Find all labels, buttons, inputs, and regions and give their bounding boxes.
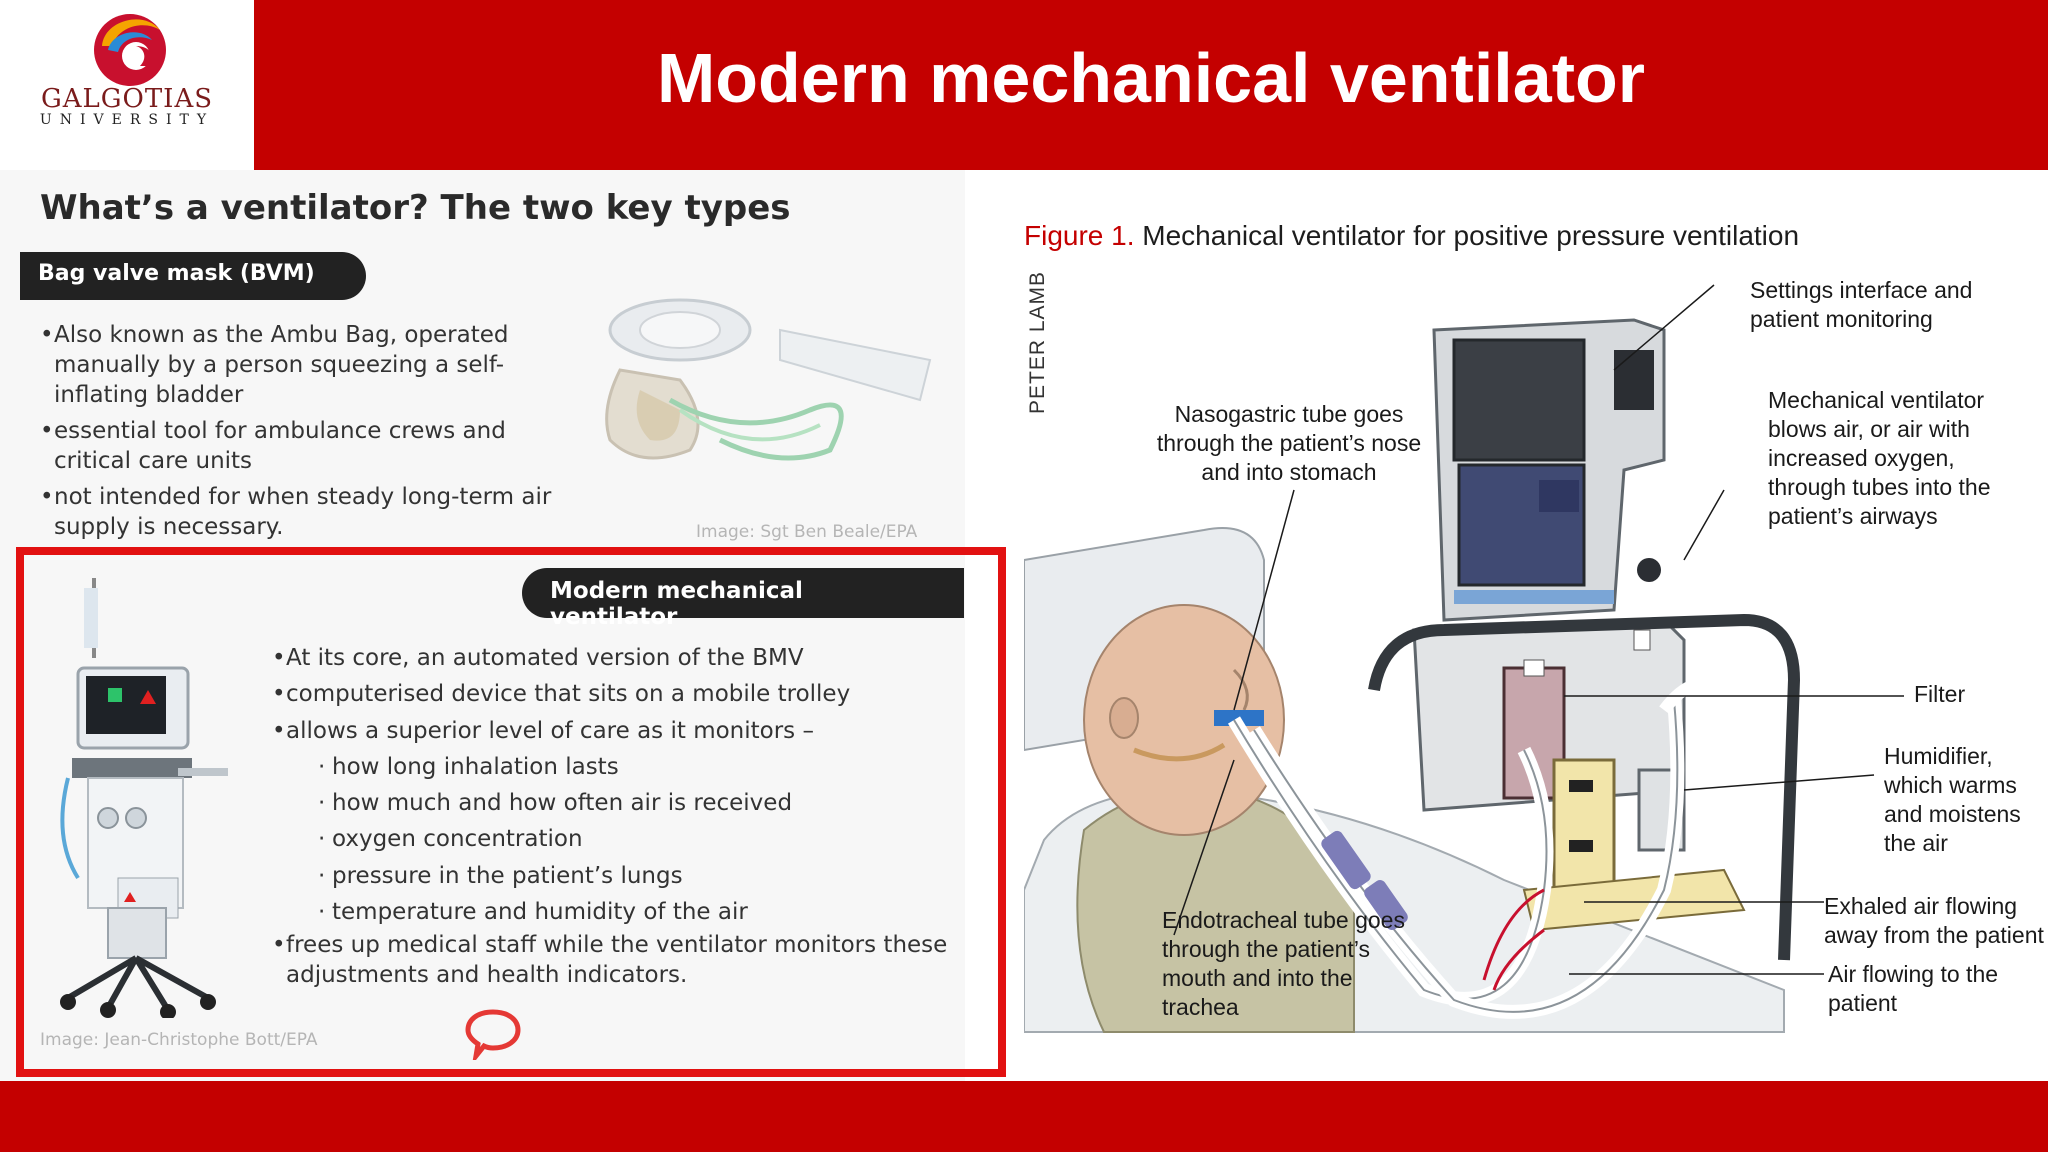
- illustrator-credit: PETER LAMB: [1026, 270, 1049, 414]
- mmv-label: Modern mechanical ventilator: [522, 568, 964, 618]
- title-bar: [254, 0, 2048, 170]
- page-title: Modern mechanical ventilator: [656, 39, 1646, 117]
- ventilator-trolley-image: [48, 578, 238, 1018]
- list-item: · how much and how often air is received: [318, 785, 962, 821]
- bag-valve-mask-image: [580, 290, 940, 470]
- slide-heading: What’s a ventilator? The two key types: [40, 188, 791, 228]
- list-item: • computerised device that sits on a mobile trolley: [272, 676, 962, 712]
- mmv-bullet-list: [272, 640, 962, 990]
- nasogastric-annotation: Nasogastric tube goes through the patient’s nose and into stomach: [1156, 401, 1422, 485]
- list-item: • not intended for when steady long-term air supply is necessary.: [40, 482, 580, 542]
- figure-caption: Mechanical ventilator for positive pressure ventilation: [1142, 220, 1800, 251]
- endotracheal-annotation: Endotracheal tube goes through the patient’s mouth and into the trachea: [1162, 907, 1405, 1020]
- list-item: • frees up medical staff while the ventilator monitors these adjustments and health indicators.: [272, 930, 962, 990]
- ventilator-figure: [1024, 190, 2048, 1081]
- list-item: • Also known as the Ambu Bag, operated manually by a person squeezing a self-inflating bladder: [40, 320, 580, 410]
- list-item: • essential tool for ambulance crews and critical care units: [40, 416, 580, 476]
- logo-name: GALGOTIAS: [40, 84, 214, 114]
- figure-label: Figure 1.: [1024, 220, 1135, 251]
- humidifier-annotation: Humidifier, which warms and moistens the air: [1884, 743, 2021, 856]
- bvm-label: Bag valve mask (BVM): [20, 252, 366, 300]
- list-item: • At its core, an automated version of the BMV: [272, 640, 962, 676]
- mmv-image-credit: Image: Jean-Christophe Bott/EPA: [40, 1030, 318, 1050]
- ventilator-annotation: Mechanical ventilator blows air, or air with increased oxygen, through tubes into the patient’s airways: [1768, 387, 1991, 529]
- speech-bubble-icon: [464, 1008, 522, 1060]
- list-item: · oxygen concentration: [318, 821, 962, 857]
- list-item: · pressure in the patient’s lungs: [318, 858, 962, 894]
- list-item: · temperature and humidity of the air: [318, 894, 962, 930]
- list-item: · how long inhalation lasts: [318, 749, 962, 785]
- air-to-patient-annotation: Air flowing to the patient: [1828, 961, 1999, 1016]
- university-logo-icon: [82, 6, 178, 90]
- footer-bar: [0, 1081, 2048, 1152]
- list-item: • allows a superior level of care as it monitors –: [272, 713, 962, 749]
- logo: [0, 0, 254, 170]
- bvm-bullet-list: [40, 320, 580, 548]
- settings-annotation: Settings interface and patient monitoring: [1750, 277, 1973, 332]
- exhaled-air-annotation: Exhaled air flowing away from the patient: [1824, 893, 2044, 948]
- bvm-image-credit: Image: Sgt Ben Beale/EPA: [696, 522, 918, 542]
- filter-annotation: Filter: [1914, 681, 1966, 707]
- logo-subtitle: UNIVERSITY: [39, 112, 215, 128]
